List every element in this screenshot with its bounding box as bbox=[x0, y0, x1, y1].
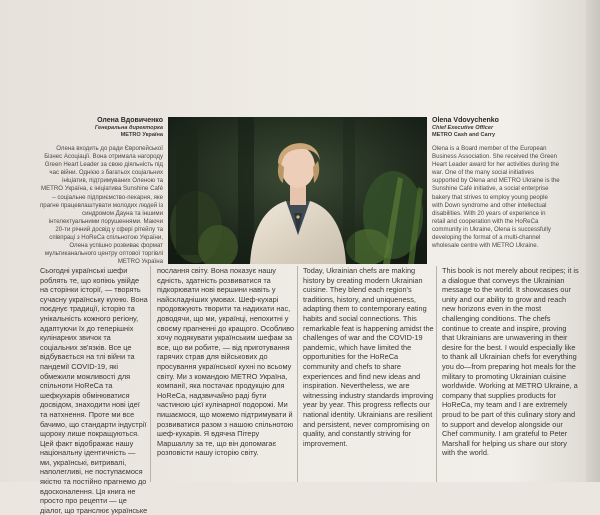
portrait-illustration bbox=[168, 117, 427, 264]
column-4-en bbox=[442, 266, 580, 458]
caption-bio-en: Olena is a Board member of the European Business Association. She received the Green Heart Leader award for her activities during the war. One of the many social initiatives supported by Olena and METRO Ukraine is the Sunshine Café initiative, a social enterprise bakery that strives to employ young people with Down syndrome and other intellectual disabilities. With 20 years of experience in retail and cooperation with the HoReCa community in Ukraine, Olena is successfully developing the format of a multi-channel wholesale centre with METRO Ukraine. bbox=[432, 145, 560, 250]
body-text bbox=[0, 266, 600, 515]
paragraph-en-2: This book is not merely about recipes; it is a dialogue that conveys the Ukrainian message to the world. It showcases our unity and our ability to grow and reach new horizons even in the most challenging conditions. The chefs continue to create and inspire, proving that Ukrainians are unwavering in their desire for the best. I would especially like to thank all Ukrainian chefs for everything you do—from preparing hot meals for the military to promoting Ukrainian cuisine worldwide. Working at METRO Ukraine, a company that supplies products for HoReCa, my team and I are extremely proud to be part of this culinary story and to support and develop alongside our Chef community. I am grateful to Peter Marshall for helping us share our story with the world. bbox=[442, 266, 579, 458]
column-3-en bbox=[303, 266, 434, 448]
caption-english bbox=[432, 116, 560, 250]
caption-bio-uk: Олена входить до ради Європейської Бізнес Асоціації. Вона отримала нагороду Green Heart Leader за свою діяльність під час війни. Однією з багатьох соціальних ініціатив, підтримуваних Оленою та METRO Україна, є ініціатива Sunshine Café – соціальне підприємство-пекарня, яке прагне працевлаштувати молодих людей із синдромом Дауна та іншими інтелектуальними порушеннями. Маючи 20-ти річний досвід у сфері рітейлу та співпраці з HoReCa спільнотою України, Олена успішно розвиває формат мультиканального центру оптової торгівлі METRO Україна bbox=[40, 145, 163, 266]
portrait-photo bbox=[168, 117, 427, 264]
column-2-uk bbox=[157, 266, 295, 458]
paragraph-uk-2: послання світу. Вона показує нашу єдність, здатність розвиватися та підкорювати нові вершини навіть у найскладніших умовах. Шеф-кухарі продовжують творити та надихати нас, доводячи, що ми, українці, непохитні у своєму прагненні до кращого. Особливо хочу подякувати українським шефам за все, що ви робите, — від приготування гарячих страв для військових до просування української кухні по всьому світу. Ми з командою METRO Україна, компанії, яка постачає продукцію для HoReCa, надзвичайно раді бути частиною цієї кулінарної подорожі. Ми пишаємося, що можемо підтримувати й розвиватися разом з нашою спільнотою шеф-кухарів. Я вдячна Пітеру Маршаллу за те, що він допомагає розповісти нашу історію світу. bbox=[157, 266, 295, 458]
column-1-uk bbox=[40, 266, 148, 515]
caption-role-en: Chief Executive Officer bbox=[432, 125, 494, 131]
caption-name-en: Olena Vdovychenko bbox=[432, 117, 499, 124]
caption-name-uk: Олена Вдовиченко bbox=[97, 117, 163, 124]
paragraph-uk-1: Сьогодні українські шефи роблять те, що копіюь увійде на сторінки історії, — творять сучасну українську кухню. Вона поєднує традиції, історію та унікальність кожного регіону, адаптуючи їх до теперішніх кулінарних звичок та соціальних зв'язків. Все це відбувається на тлі війни та пандемії COVID-19, які обмежили можливості для спільноти HoReCa та шефкухарів обмінюватися досвідом, знаходити нові ідеї та натхнення. Проте ми все бачимо, що стандарти індустрії щороку лише покращуються. Цей факт відображає нашу національну ідентичність — ми, українські, витривалі, наполегливі, не поступаємося якістю та постійно прагнемо до вдосконалення. Ця книга не просто про рецепти — це діалог, що транслює українське bbox=[40, 266, 148, 515]
caption-ukrainian bbox=[40, 116, 163, 266]
caption-role-uk: Генеральна директорка bbox=[94, 125, 163, 131]
paragraph-en-1: Today, Ukrainian chefs are making history by creating modern Ukrainian cuisine. They blend each region's traditions, history, and uniqueness, adapting them to contemporary eating habits and social connections. This remarkable feat is happening amidst the challenges of war and the COVID-19 pandemic, which have limited the opportunities for the HoReCa community and chefs to share experiences and find new ideas and inspiration. Nevertheless, we are witnessing industry standards improving year by year. This progress reflects our national identity. Ukrainians are resilient and persistent, never compromising on quality, and constantly striving for improvement. bbox=[303, 266, 434, 448]
caption-company-uk: METRO Україна bbox=[120, 132, 163, 138]
caption-company-en: METRO Cash and Carry bbox=[432, 132, 496, 138]
